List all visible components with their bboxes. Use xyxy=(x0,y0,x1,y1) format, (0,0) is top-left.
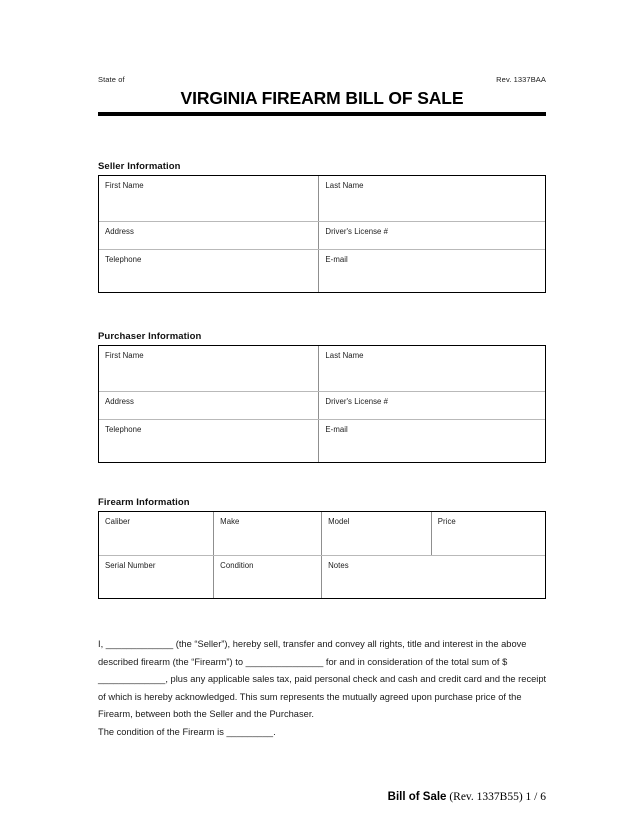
seller-last-name-cell[interactable]: Last Name xyxy=(318,176,545,221)
seller-drivers-license-cell[interactable]: Driver's License # xyxy=(318,222,545,249)
section-heading-purchaser: Purchaser Information xyxy=(98,331,202,342)
firearm-notes-cell[interactable]: Notes xyxy=(321,556,545,598)
firearm-condition-cell[interactable]: Condition xyxy=(213,556,321,598)
document-footer xyxy=(98,791,546,803)
purchaser-first-name-cell[interactable]: First Name xyxy=(105,351,144,360)
seller-first-name-cell[interactable]: First Name xyxy=(105,181,144,190)
firearm-price-cell[interactable]: Price xyxy=(431,512,545,555)
condition-paragraph: The condition of the Firearm is _________. xyxy=(98,727,276,737)
firearm-model-cell[interactable]: Model xyxy=(321,512,431,555)
table-row xyxy=(99,555,545,598)
purchaser-address-cell[interactable]: Address xyxy=(105,397,134,406)
footer-revision-page: (Rev. 1337B55) 1 / 6 xyxy=(446,791,546,803)
purchaser-email-cell[interactable]: E-mail xyxy=(318,420,545,462)
purchaser-telephone-cell[interactable]: Telephone xyxy=(105,425,142,434)
table-row xyxy=(99,176,545,221)
table-row xyxy=(99,346,545,391)
footer-label: Bill of Sale xyxy=(387,791,447,803)
seller-telephone-cell[interactable]: Telephone xyxy=(105,255,142,264)
state-of-label: State of xyxy=(98,75,125,84)
section-heading-firearm: Firearm Information xyxy=(98,497,190,508)
agreement-paragraph: I, _____________ (the “Seller”), hereby sell, transfer and convey all rights, title and interest in the above described firearm (the “Firearm”) to _______________ for and in consideration of the total sum of $ _____________, plus any applicable sales tax, paid personal check and cash and credit card and the receipt of which is hereby acknowledged. This sum represents the mutually agreed upon purchase price of the Firearm, between both the Seller and the Purchaser. xyxy=(98,639,547,720)
seller-address-cell[interactable]: Address xyxy=(105,227,134,236)
firearm-caliber-cell[interactable]: Caliber xyxy=(105,517,131,526)
purchaser-drivers-license-cell[interactable]: Driver's License # xyxy=(318,392,545,419)
table-row xyxy=(99,512,545,555)
firearm-make-cell[interactable]: Make xyxy=(213,512,321,555)
title-divider xyxy=(98,112,546,116)
seller-information-table xyxy=(98,175,546,293)
purchaser-last-name-cell[interactable]: Last Name xyxy=(318,346,545,391)
table-row xyxy=(99,221,545,249)
table-row xyxy=(99,249,545,292)
section-heading-seller: Seller Information xyxy=(98,161,181,172)
header-revision: Rev. 1337BAA xyxy=(496,75,546,84)
seller-email-cell[interactable]: E-mail xyxy=(318,250,545,292)
table-row xyxy=(99,391,545,419)
page-title: VIRGINIA FIREARM BILL OF SALE xyxy=(180,88,464,108)
document-header xyxy=(98,75,546,84)
firearm-serial-number-cell[interactable]: Serial Number xyxy=(105,561,156,570)
purchaser-information-table xyxy=(98,345,546,463)
firearm-information-table xyxy=(98,511,546,599)
table-row xyxy=(99,419,545,462)
